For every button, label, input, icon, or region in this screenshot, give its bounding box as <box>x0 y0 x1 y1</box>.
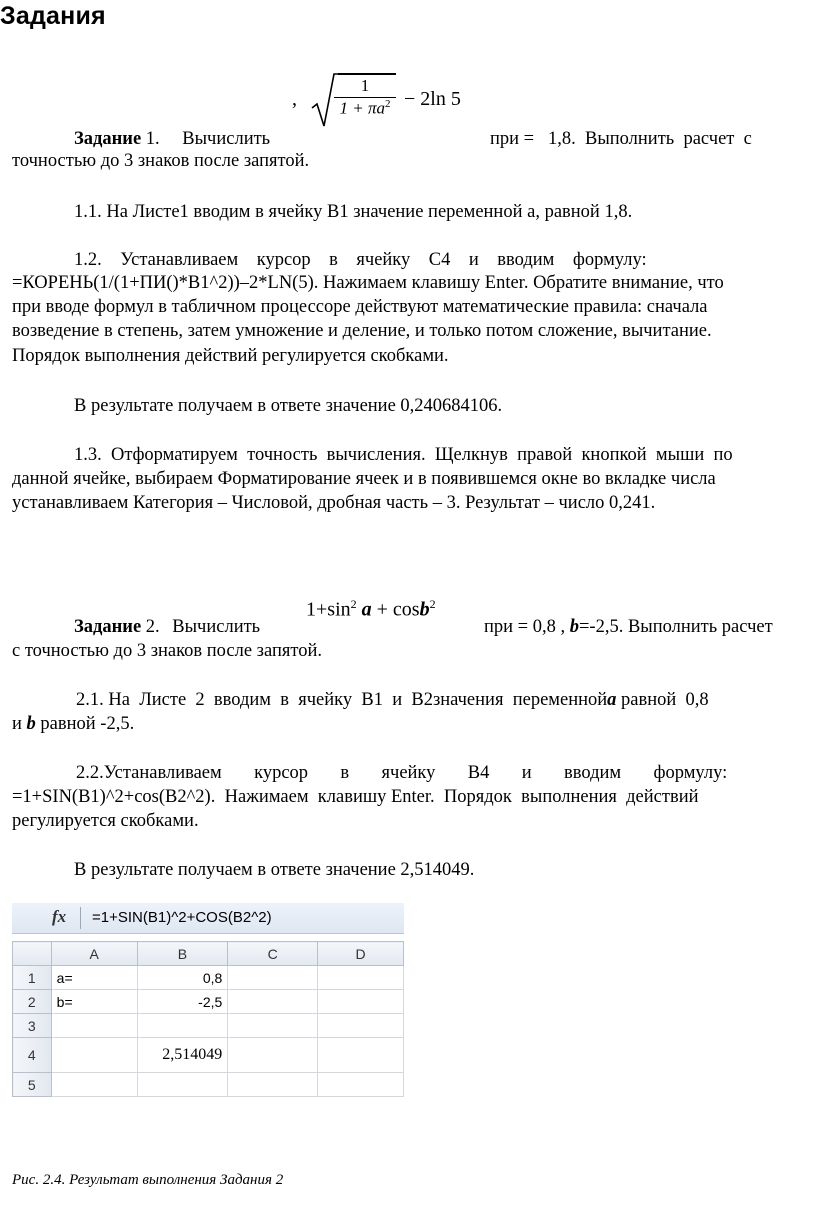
column-header-row <box>13 942 404 966</box>
task2-step2-line3: регулируется скобками. <box>12 811 199 831</box>
task2-condition <box>484 616 773 638</box>
sqrt-bar <box>338 73 396 75</box>
task1-header <box>74 128 270 150</box>
step1-l2-a: и <box>12 714 27 734</box>
sin-exponent: 2 <box>350 597 357 611</box>
cond-a: при = 0,8 , <box>484 617 570 637</box>
task2-result: В результате получаем в ответе значение 2,514049. <box>74 860 475 880</box>
task1-number: 1. <box>145 129 160 149</box>
formula-bar-text[interactable]: =1+SIN(B1)^2+COS(B2^2) <box>92 909 272 926</box>
cell-d3[interactable] <box>318 1014 404 1038</box>
fraction-numerator: 1 <box>334 76 396 98</box>
task2-step2-line1: 2.2.Устанавливаем курсор в ячейку В4 и вводим формулу: <box>76 763 728 783</box>
step1-l2-c: равной -2,5. <box>35 714 135 734</box>
task2-step2-line2: =1+SIN(B1)^2+cos(B2^2). Нажимаем клавишу Enter. Порядок выполнения действий <box>12 787 699 807</box>
cell-c2[interactable] <box>228 990 318 1014</box>
formula-bar-divider <box>80 907 81 929</box>
task1-step3-line3: устанавливаем Категория – Числовой, дробная часть – 3. Результат – число 0,241. <box>12 493 656 513</box>
row-header[interactable]: 3 <box>13 1014 52 1038</box>
task1-step3-line1: 1.3. Отформатируем точность вычисления. Щелкнув правой кнопкой мыши по <box>74 445 733 465</box>
table-row <box>13 1038 404 1073</box>
formula-tail: − 2ln 5 <box>404 88 461 110</box>
cell-a1[interactable]: a= <box>51 966 137 990</box>
table-row <box>13 990 404 1014</box>
cell-c1[interactable] <box>228 966 318 990</box>
formula-bar <box>12 903 404 934</box>
cell-c5[interactable] <box>228 1073 318 1097</box>
formula-var-a: a <box>361 598 372 621</box>
step1-var-a: a <box>607 690 617 710</box>
formula-separator: , <box>292 88 297 110</box>
column-header-b[interactable]: B <box>137 942 228 966</box>
task2-number: 2. <box>145 617 160 637</box>
cos-exponent: 2 <box>429 597 436 611</box>
task1-step2-line1: 1.2. Устанавливаем курсор в ячейку С4 и вводим формулу: <box>74 250 647 270</box>
task2-step1-line2 <box>12 713 134 735</box>
excel-screenshot <box>12 903 404 1104</box>
cell-a5[interactable] <box>51 1073 137 1097</box>
cell-d2[interactable] <box>318 990 404 1014</box>
denominator-text: 1 + πa <box>339 98 385 118</box>
step1-var-b: b <box>26 714 36 734</box>
column-header-c[interactable]: C <box>228 942 318 966</box>
table-row <box>13 1014 404 1038</box>
task2-formula <box>306 597 436 622</box>
step1-text-c: равной 0,8 <box>616 690 709 710</box>
step1-text-a: 2.1. На Листе 2 вводим в ячейку В1 и В2значения переменной <box>76 690 608 710</box>
fraction-denominator <box>334 98 396 119</box>
cell-d5[interactable] <box>318 1073 404 1097</box>
table-row <box>13 966 404 990</box>
task1-label: Задание <box>74 129 142 149</box>
task2-condition-2: с точностью до 3 знаков после запятой. <box>12 641 322 661</box>
task1-formula <box>292 70 482 130</box>
cell-b5[interactable] <box>137 1073 228 1097</box>
task1-step1: 1.1. На Листе1 вводим в ячейку B1 значение переменной a, равной 1,8. <box>74 202 633 222</box>
task1-step2-line5: Порядок выполнения действий регулируется скобками. <box>12 346 449 366</box>
cell-d1[interactable] <box>318 966 404 990</box>
formula-var-b: b <box>419 598 430 621</box>
cell-a4[interactable] <box>51 1038 137 1073</box>
cell-c4[interactable] <box>228 1038 318 1073</box>
row-header[interactable]: 2 <box>13 990 52 1014</box>
fx-icon[interactable]: fx <box>52 907 67 926</box>
task1-result: В результате получаем в ответе значение 0,240684106. <box>74 396 503 416</box>
task2-step1-line1 <box>76 689 709 711</box>
formula-fraction <box>334 76 396 119</box>
denominator-exp: 2 <box>385 98 391 110</box>
cond-c: =-2,5. Выполнить расчет <box>578 617 773 637</box>
task1-step2-line2: =КОРЕНЬ(1/(1+ПИ()*B1^2))–2*LN(5). Нажимаем клавишу Enter. Обратите внимание, что <box>12 273 724 293</box>
formula-part-cos: + cos <box>371 598 420 621</box>
row-header[interactable]: 5 <box>13 1073 52 1097</box>
formula-part-sin: 1+sin <box>306 598 351 621</box>
cell-b3[interactable] <box>137 1014 228 1038</box>
table-row <box>13 1073 404 1097</box>
row-header[interactable]: 4 <box>13 1038 52 1073</box>
column-header-a[interactable]: A <box>51 942 137 966</box>
task1-verb: Вычислить <box>182 129 271 149</box>
figure-caption: Рис. 2.4. Результат выполнения Задания 2 <box>12 1172 284 1188</box>
cell-b4[interactable]: 2,514049 <box>137 1038 228 1073</box>
spreadsheet-grid <box>12 941 404 1097</box>
cell-a3[interactable] <box>51 1014 137 1038</box>
task2-label: Задание <box>74 617 142 637</box>
task1-step3-line2: данной ячейке, выбираем Форматирование ячеек и в появившемся окне во вкладке числа <box>12 469 716 489</box>
cond-var-b: b <box>569 617 579 637</box>
cell-a2[interactable]: b= <box>51 990 137 1014</box>
task1-condition: при = 1,8. Выполнить расчет с <box>490 129 752 149</box>
task1-condition-2: точностью до 3 знаков после запятой. <box>12 151 310 171</box>
corner-cell[interactable] <box>13 942 52 966</box>
task2-verb: Вычислить <box>172 617 261 637</box>
page-title: Задания <box>0 2 106 30</box>
cell-b2[interactable]: -2,5 <box>137 990 228 1014</box>
task1-step2-line4: возведение в степень, затем умножение и деление, и только потом сложение, вычитание. <box>12 321 712 341</box>
cell-c3[interactable] <box>228 1014 318 1038</box>
cell-b1[interactable]: 0,8 <box>137 966 228 990</box>
column-header-d[interactable]: D <box>318 942 404 966</box>
cell-d4[interactable] <box>318 1038 404 1073</box>
task2-header <box>74 616 260 638</box>
row-header[interactable]: 1 <box>13 966 52 990</box>
task1-step2-line3: при вводе формул в табличном процессоре действуют математические правила: сначала <box>12 297 708 317</box>
